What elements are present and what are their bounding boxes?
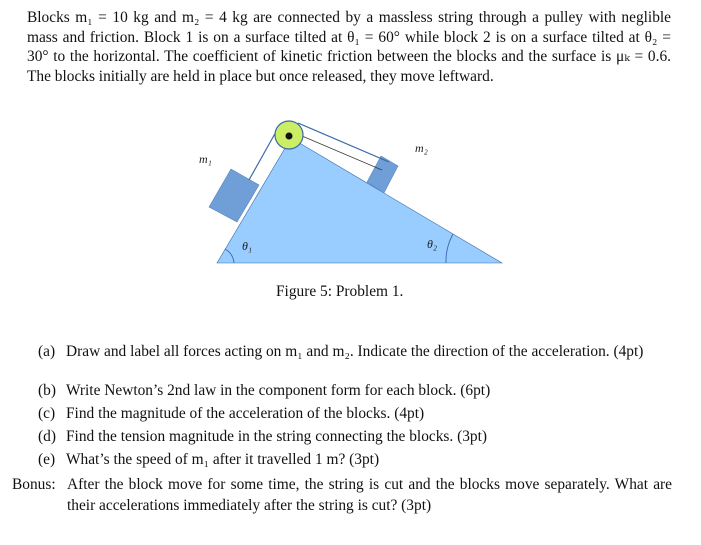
question-label: (a) <box>38 343 56 360</box>
label-m2: m₂ <box>415 141 428 155</box>
question-label: (c) <box>38 405 56 422</box>
bonus-label: Bonus: <box>12 476 56 493</box>
double-incline-wedge <box>217 138 502 263</box>
question-text: What’s the speed of m₁ after it travelled 1 m? (3pt) <box>66 451 380 468</box>
label-m1: m₁ <box>199 152 212 166</box>
problem-intro: Blocks m₁ = 10 kg and m₂ = 4 kg are connected by a massless string through a pulley with neglible mass and friction. Block 1 is on a surface tilted at θ₁ = 60° while block 2 is on a surface tilted at θ₂ = 30° to the horizontal. The coefficient of kinetic friction between the blocks and the surface is μₖ = 0.6. The blocks initially are held in place but once released, they move leftward. <box>27 9 671 85</box>
figure-caption: Figure 5: Problem 1. <box>276 283 404 300</box>
bonus-text: After the block move for some time, the string is cut and the blocks move separately. What are their accelerations immediately after the string is cut? (3pt) <box>67 476 672 515</box>
question-label: (b) <box>38 382 56 399</box>
question-text: Find the tension magnitude in the string connecting the blocks. (3pt) <box>66 428 488 445</box>
question-text: Write Newton’s 2nd law in the component form for each block. (6pt) <box>66 382 491 399</box>
question-label: (e) <box>38 451 56 468</box>
question-label: (d) <box>38 428 56 445</box>
pulley-axle <box>286 133 293 140</box>
question-text: Draw and label all forces acting on m₁ and m₂. Indicate the direction of the acceleration. (4pt) <box>66 343 644 360</box>
label-theta2: θ₂ <box>427 237 438 251</box>
label-theta1: θ₁ <box>242 239 253 253</box>
question-text: Find the magnitude of the acceleration of the blocks. (4pt) <box>66 405 425 422</box>
